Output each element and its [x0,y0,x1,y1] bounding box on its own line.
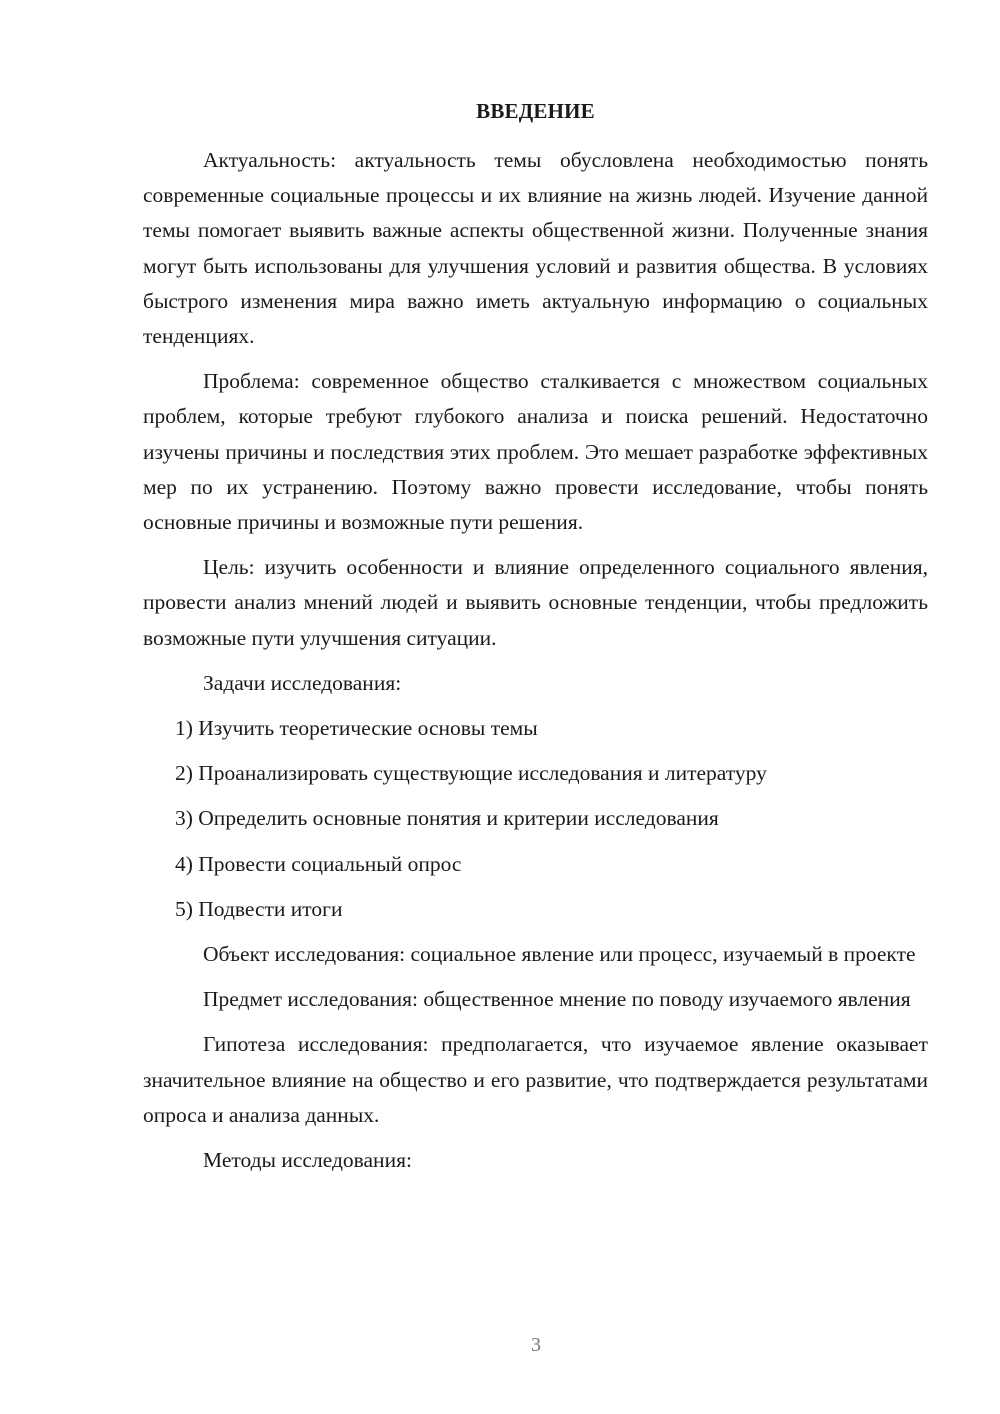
tasks-list [143,711,928,927]
paragraph-relevance: Актуальность: актуальность темы обусловлена необходимостью понять современные социальные процессы и их влияние на жизнь людей. Изучение данной темы помогает выявить важные аспекты общественной жизни. Полученные знания могут быть использованы для улучшения условий и развития общества. В условиях быстрого изменения мира важно иметь актуальную информацию о социальных тенденциях. [143,148,928,349]
paragraph-subject: Предмет исследования: общественное мнение по поводу изучаемого явления [203,987,911,1012]
paragraph-object: Объект исследования: социальное явление или процесс, изучаемый в проекте [203,942,916,967]
paragraph-goal: Цель: изучить особенности и влияние определенного социального явления, провести анализ мнений людей и выявить основные тенденции, чтобы предложить возможные пути улучшения ситуации. [143,555,928,650]
page-title: ВВЕДЕНИЕ [476,99,595,123]
tasks-heading: Задачи исследования: [203,670,402,695]
page-number: 3 [531,1334,541,1356]
list-item: 5) Подвести итоги [175,896,343,921]
document-page [143,96,928,1188]
paragraph-problem: Проблема: современное общество сталкивается с множеством социальных проблем, которые требуют глубокого анализа и поиска решений. Недостаточно изучены причины и последствия этих проблем. Это мешает разработке эффективных мер по их устранению. Поэтому важно провести исследование, чтобы понять основные причины и возможные пути решения. [143,369,928,535]
paragraph-hypothesis: Гипотеза исследования: предполагается, что изучаемое явление оказывает значительное влияние на общество и его развитие, что подтверждается результатами опроса и анализа данных. [143,1032,928,1127]
list-item: 3) Определить основные понятия и критерии исследования [175,806,719,831]
list-item: 4) Провести социальный опрос [175,851,462,876]
list-item: 2) Проанализировать существующие исследования и литературу [175,761,767,786]
list-item: 1) Изучить теоретические основы темы [175,716,538,741]
methods-heading: Методы исследования: [203,1148,412,1173]
